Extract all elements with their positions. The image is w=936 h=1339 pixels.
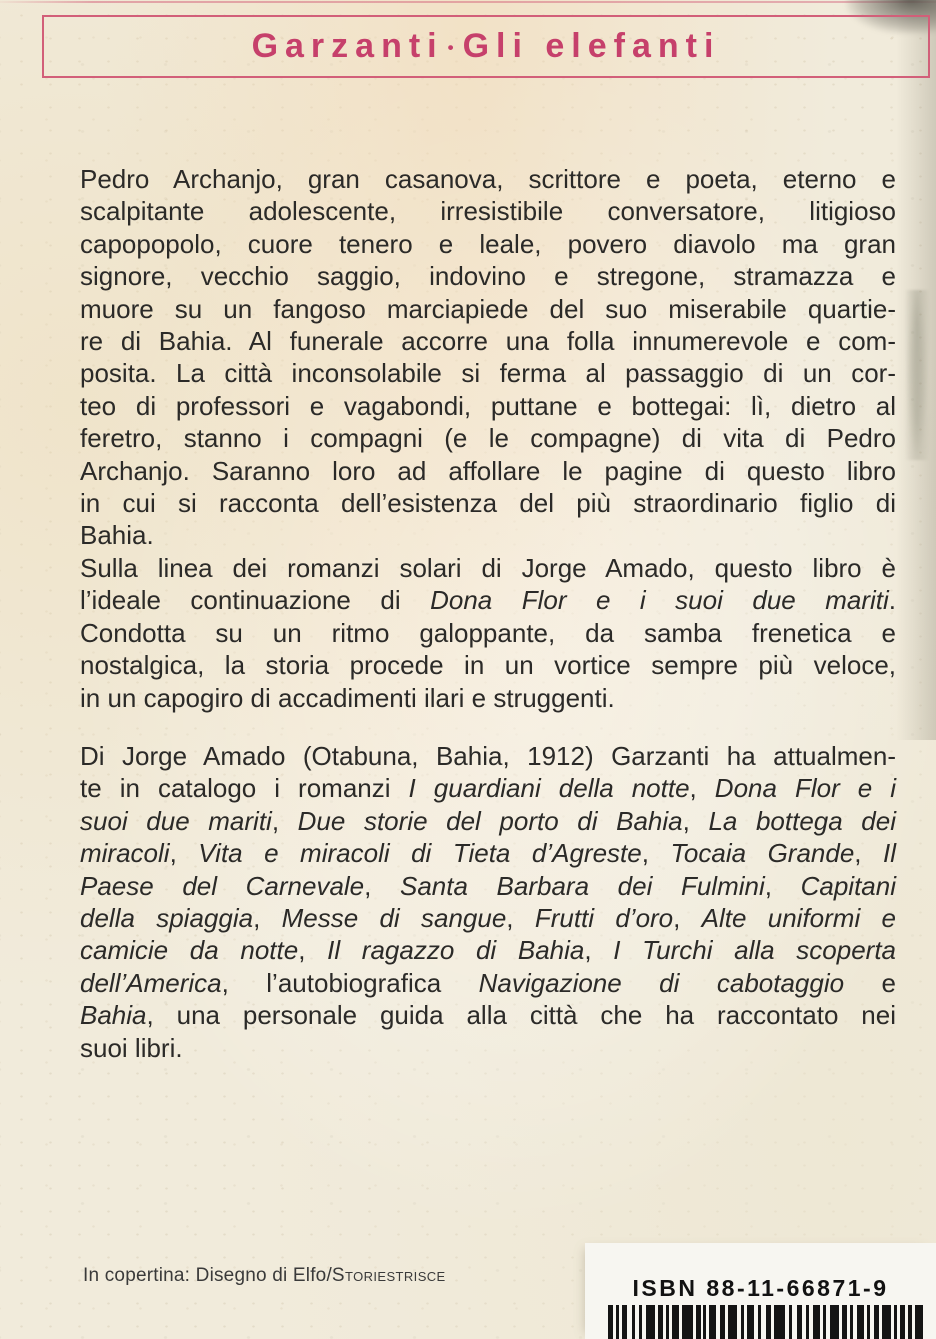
text-line: Archanjo. Saranno loro ad affollare le pagine di questo libro [80,455,896,486]
text-line: posita. La città inconsolabile si ferma al passaggio di un cor- [80,358,896,389]
text-line: capopopolo, cuore tenero e leale, povero diavolo ma gran [80,228,896,259]
separator-dot-icon: • [447,38,454,58]
text-line: Paese del Carnevale, Santa Barbara dei Fulmini, Capitani [80,870,897,901]
text-line: feretro, stanno i compagni (e le compagne) di vita di Pedro [80,423,896,454]
cover-credit [83,1265,446,1287]
publisher-name: Garzanti [251,27,444,65]
scan-smudge [904,290,930,460]
text-line: muore su un fangoso marciapiede del suo miserabile quartie- [80,293,896,324]
text-line: Bahia. [80,520,154,551]
text-line: nostalgica, la storia procede in un vortice sempre più veloce, [80,650,896,681]
series-title [252,27,721,66]
text-line: della spiaggia, Messe di sangue, Frutti d’oro, Alte uniformi e [80,902,896,933]
text-line: scalpitante adolescente, irresistibile conversatore, litigioso [80,196,896,227]
text-line: Condotta su un ritmo galoppante, da samba frenetica e [80,617,896,648]
text-line: re di Bahia. Al funerale accorre una folla innumerevole e com- [80,326,896,357]
text-line: dell’America, l’autobiografica Navigazione di cabotaggio e [80,967,897,998]
paragraph-synopsis [80,163,896,552]
paragraph-author-bibliography [80,740,896,1064]
blurb [80,163,896,1064]
barcode [608,1305,923,1339]
text-line: camicie da notte, Il ragazzo di Bahia, I Turchi alla scoperta [80,935,897,966]
text-line: Di Jorge Amado (Otabuna, Bahia, 1912) Garzanti ha attualmen- [80,740,896,771]
text-line: Bahia, una personale guida alla città che ha raccontato nei [80,1000,896,1031]
text-line: signore, vecchio saggio, indovino e stregone, stramazza e [80,261,896,292]
text-line: l’ideale continuazione di Dona Flor e i suoi due mariti. [80,585,897,616]
text-line: in cui si racconta dell’esistenza del più straordinario figlio di [80,488,896,519]
paragraph-literary-context [80,552,896,714]
text-line: miracoli, Vita e miracoli di Tieta d’Agreste, Tocaia Grande, Il [80,838,897,869]
text-line: in un capogiro di accadimenti ilari e struggenti. [80,682,615,713]
isbn-number: ISBN 88-11-66871-9 [632,1275,889,1301]
text-line: te in catalogo i romanzi I guardiani della notte, Dona Flor e i [80,773,897,804]
credit-studio: Storiestrisce [331,1265,446,1286]
isbn-label [585,1243,936,1339]
series-banner [42,15,930,78]
series-name: Gli elefanti [462,27,721,65]
text-line: suoi libri. [80,1032,183,1063]
text-line: teo di professori e vagabondi, puttane e bottegai: lì, dietro al [80,390,896,421]
text-line: Sulla linea dei romanzi solari di Jorge Amado, questo libro è [80,552,896,583]
text-line: Pedro Archanjo, gran casanova, scrittore e poeta, eterno e [80,164,896,194]
top-edge-line [0,1,936,3]
text-line: suoi due mariti, Due storie del porto di Bahia, La bottega dei [80,805,896,836]
credit-text: In copertina: Disegno di Elfo/ [83,1265,332,1286]
